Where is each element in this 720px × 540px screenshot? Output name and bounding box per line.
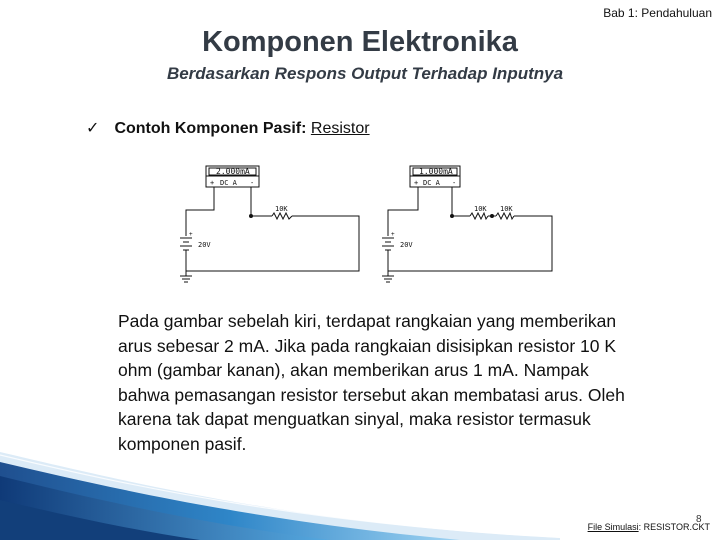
resistor-2-label: 10K — [500, 205, 513, 213]
ammeter-minus: - — [250, 179, 255, 187]
source-plus-sign: + — [391, 231, 395, 238]
checkmark-icon: ✓ — [86, 120, 100, 137]
body-paragraph: Pada gambar sebelah kiri, terdapat rangkaian yang memberikan arus sebesar 2 mA. Jika pada rangkaian disisipkan resistor 10 K ohm (gambar kanan), akan memberikan arus 1 mA. Nampak bahwa pemasangan resistor tersebut akan membatasi arus. Oleh karena tak dapat menguatkan sinyal, maka resistor termasuk komponen pasif. — [118, 311, 625, 454]
ammeter-minus: - — [452, 179, 457, 187]
footer-filename: RESISTOR.CKT — [643, 522, 710, 532]
ammeter-mode: DC A — [220, 179, 237, 187]
bullet-label: Contoh Komponen Pasif: — [114, 120, 307, 137]
ammeter-reading: 2.000mA — [216, 167, 250, 176]
source-voltage-label: 20V — [198, 241, 211, 249]
footer-separator: : — [638, 522, 642, 532]
page-title: Komponen Elektronika — [202, 26, 518, 58]
footer-label[interactable]: File Simulasi — [587, 522, 639, 532]
footer — [588, 522, 710, 532]
ammeter-plus: + — [210, 179, 215, 187]
source-voltage-label: 20V — [400, 241, 413, 249]
resistor-link[interactable]: Resistor — [310, 120, 370, 137]
resistor-1-label: 10K — [474, 205, 487, 213]
ammeter-mode: DC A — [423, 179, 440, 187]
chapter-label: Bab 1: Pendahuluan — [603, 6, 712, 20]
page-subtitle: Berdasarkan Respons Output Terhadap Inputnya — [166, 64, 564, 83]
resistor-label: 10K — [275, 205, 288, 213]
source-plus-sign: + — [189, 231, 193, 238]
ammeter-reading: 1.000mA — [419, 167, 453, 176]
ammeter-plus: + — [414, 179, 419, 187]
page-number: 8 — [696, 514, 702, 525]
